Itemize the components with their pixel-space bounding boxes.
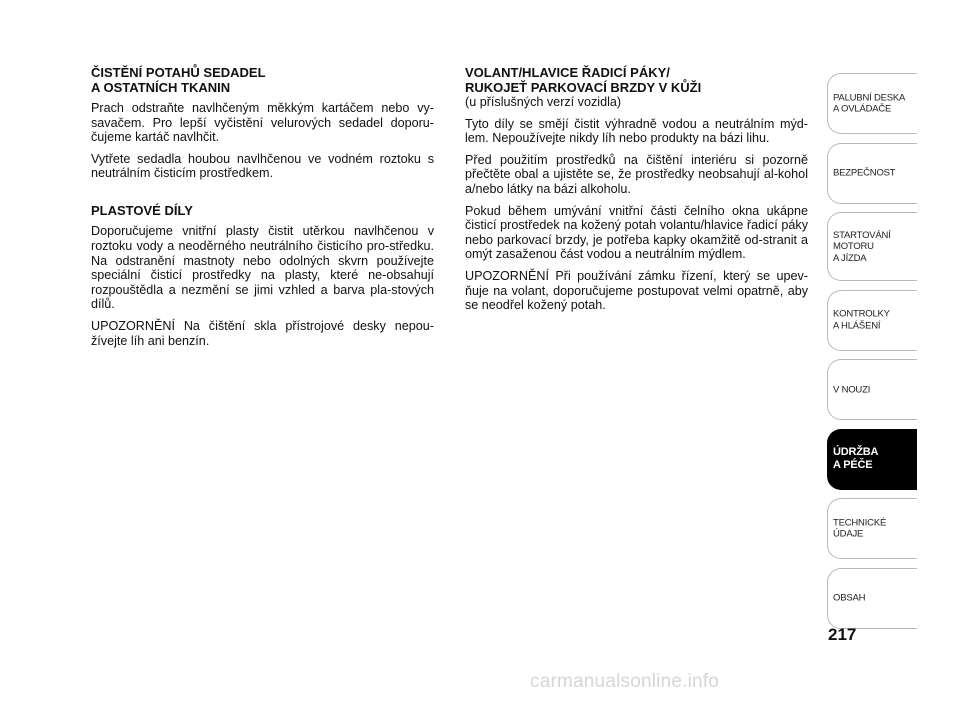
warning-paragraph: UPOZORNĚNÍ Při používání zámku řízení, který se upev-ňuje na volant, doporučujeme postupovat velmi opatrně, aby se neodřel kožený potah.: [465, 268, 808, 313]
tab-obsah[interactable]: OBSAH: [827, 568, 917, 629]
section-subheading: (u příslušných verzí vozidla): [465, 95, 622, 109]
tab-technicke-udaje[interactable]: TECHNICKÉ ÚDAJE: [827, 498, 917, 559]
section-heading-plastics: PLASTOVÉ DÍLY: [91, 202, 193, 218]
tab-startovani[interactable]: STARTOVÁNÍ MOTORU A JÍZDA: [827, 212, 917, 281]
left-column: [91, 66, 434, 355]
paragraph: Prach odstraňte navlhčeným měkkým kartáčem nebo vy-savačem. Pro lepší vyčistění velurových sedadel doporu-čujeme kartáč navlhčit.: [91, 101, 434, 145]
tab-bezpecnost[interactable]: BEZPEČNOST: [827, 143, 917, 204]
warning-paragraph: UPOZORNĚNÍ Na čištění skla přístrojové desky nepou-žívejte líh ani benzín.: [91, 319, 434, 348]
paragraph: Vytřete sedadla houbou navlhčenou ve vodném roztoku s neutrálním čisticím prostředkem.: [91, 151, 434, 181]
page-number: 217: [828, 625, 857, 644]
section-heading-leather: VOLANT/HLAVICE ŘADICÍ PÁKY/ RUKOJEŤ PARKOVACÍ BRZDY V KŮŽI: [465, 65, 702, 95]
tab-v-nouzi[interactable]: V NOUZI: [827, 359, 917, 420]
chapter-tabs: [827, 73, 917, 637]
tab-udrzba-active[interactable]: ÚDRŽBA A PÉČE: [827, 429, 917, 490]
right-column: [465, 66, 808, 320]
paragraph: Doporučujeme vnitřní plasty čistit utěrkou navlhčenou v roztoku vody a neoděrného neutrálního čisticího pro-středku. Na odstranění mastnoty nebo odolných skvrn používejte speciální čisticí prostředky na plasty, které ne-obsahují rozpouštědla a nezmění se jimi vzhled a barva pla-stových dílů.: [91, 224, 434, 312]
tab-palubni-deska[interactable]: PALUBNÍ DESKA A OVLÁDAČE: [827, 73, 917, 134]
watermark: carmanualsonline.info: [530, 671, 720, 692]
section-heading-upholstery: ČISTĚNÍ POTAHŮ SEDADEL A OSTATNÍCH TKANIN: [91, 65, 266, 95]
paragraph: Tyto díly se smějí čistit výhradně vodou a neutrálním mýd-lem. Nepoužívejte nikdy líh nebo produkty na bázi lihu.: [465, 116, 808, 146]
tab-kontrolky[interactable]: KONTROLKY A HLÁŠENÍ: [827, 290, 917, 351]
paragraph: Před použitím prostředků na čištění interiéru si pozorně přečtěte obal a ujistěte se, že prostředky neobsahují al-kohol a/nebo látky na bázi alkoholu.: [465, 152, 808, 196]
paragraph: Pokud během umývání vnitřní části čelního okna ukápne čisticí prostředek na kožený potah volantu/hlavice řadicí páky nebo parkovací brzdy, je potřeba kapky okamžitě od-stranit a omýt zasaženou část vodou a neutrálním mýdlem.: [465, 203, 808, 262]
